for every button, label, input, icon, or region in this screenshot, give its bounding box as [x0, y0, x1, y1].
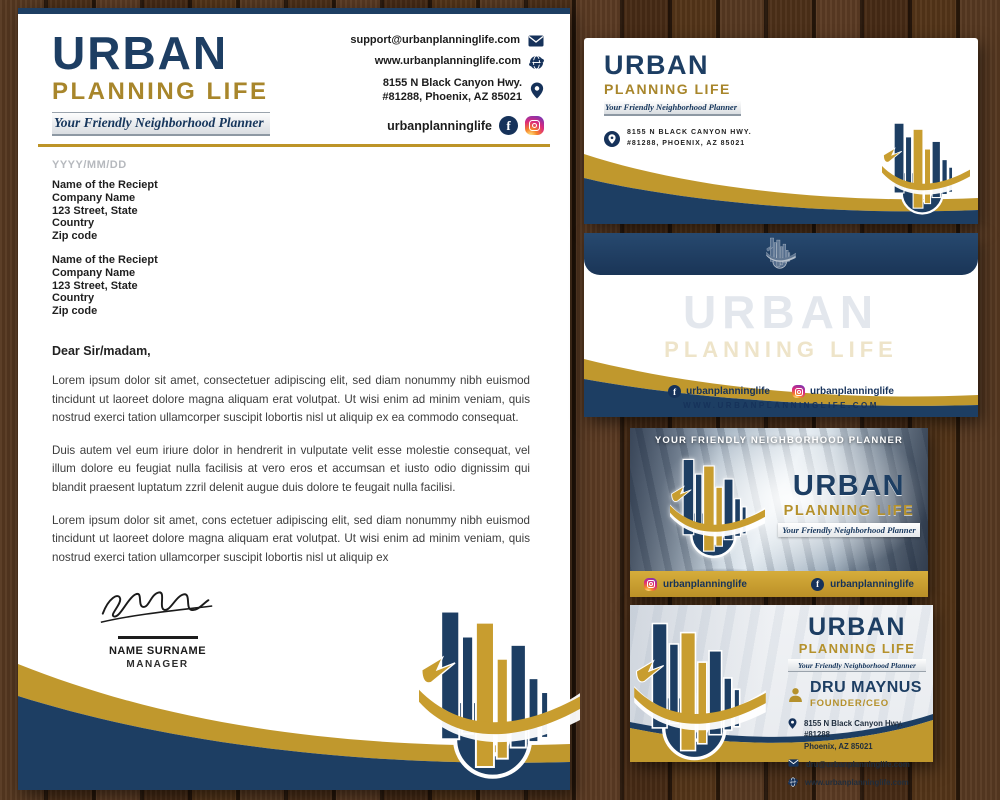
instagram-handle: urbanplanninglife — [792, 385, 894, 398]
social-handle: urbanplanninglife — [387, 118, 492, 133]
envelope-brand-block — [584, 38, 978, 116]
card-email: dru@urbanplanninglife.com — [806, 759, 910, 769]
paragraph-2: Duis autem vel eum iriure dolor in hendrerit in vulputate velit esse molestie consequat, vel illum dolore eu feugiat nulla facilisis at vero eros et accumsan et iusto odio dignissim qui blandit praesent luptatum zzril delenit augue duis dolore te feugait nulla facilisi. — [52, 443, 530, 494]
globe-icon — [529, 55, 544, 70]
contact-address: 8155 N Black Canyon Hwy. #81288, Phoenix, AZ 85021 — [382, 76, 522, 103]
company-logo-mark — [634, 619, 766, 771]
envelope-website: WWW.URBANPLANNINGLIFE.COM — [683, 401, 879, 410]
instagram-handle: urbanplanninglife — [644, 578, 747, 591]
envelope-icon — [528, 35, 544, 47]
envelope-address-row — [604, 128, 978, 149]
card-brand-block — [788, 615, 926, 672]
brand-tagline: Your Friendly Neighborhood Planner — [788, 659, 926, 672]
card-email-row — [788, 759, 926, 770]
brand-tagline: Your Friendly Neighborhood Planner — [778, 523, 920, 537]
facebook-handle: f urbanplanninglife — [668, 385, 770, 398]
facebook-handle: f urbanplanninglife — [811, 578, 914, 591]
contact-social-row — [350, 116, 544, 135]
card-address-row — [788, 718, 926, 752]
brand-subname: PLANNING LIFE — [783, 503, 915, 519]
card-website: www.urbanplanninglife.com — [805, 778, 909, 788]
brand-name: URBAN — [604, 50, 709, 80]
card-contact-rows — [788, 718, 926, 788]
brand-subname: PLANNING LIFE — [52, 78, 269, 105]
contact-email-row — [350, 34, 544, 48]
envelope-icon — [788, 759, 799, 767]
card-brand-block — [778, 472, 920, 537]
facebook-icon: f — [499, 116, 518, 135]
salutation: Dear Sir/madam, — [52, 343, 151, 358]
card-social-bar — [630, 571, 928, 597]
contact-address-row — [350, 77, 544, 105]
pin-icon — [530, 82, 544, 99]
brand-tagline: Your Friendly Neighborhood Planner — [604, 101, 741, 116]
business-card-back-mockup — [630, 605, 933, 788]
contact-website-row — [350, 55, 544, 70]
letterhead-header — [18, 14, 570, 136]
letter-body — [18, 147, 570, 670]
pin-icon — [788, 718, 797, 729]
card-address: 8155 N Black Canyon Hwy. #81288 Phoenix, AZ 85021 — [804, 719, 903, 751]
letterhead-contact-block — [350, 30, 544, 136]
brand-name: URBAN — [52, 27, 229, 79]
envelope-address: 8155 N BLACK CANYON HWY. #81288, PHOENIX, AZ 85021 — [627, 129, 752, 147]
envelope-flap — [584, 233, 978, 275]
date-placeholder: YYYY/MM/DD — [52, 159, 127, 171]
signatory-title: MANAGER — [126, 658, 189, 670]
person-icon — [788, 687, 803, 702]
watermark-brand-name: URBAN — [682, 286, 880, 338]
signature-block — [80, 581, 235, 670]
brand-name: URBAN — [792, 470, 906, 502]
signature-scribble — [95, 581, 220, 629]
paragraph-1: Lorem ipsum dolor sit amet, consectetuer adipiscing elit, sed diam nonummy nibh euismod tincidunt ut laoreet dolore magna aliquam erat volutpat. Ut wisi enim ad minim veniam, quis nostrud exerci tation ullamcorper suscipit lobortis nisl ut aliquip ex ea commodo consequat. — [52, 373, 530, 425]
recipient-block-1: Name of the Reciept Company Name 123 Street, State Country Zip code — [52, 179, 158, 243]
paragraph-3: Lorem ipsum dolor sit amet, cons ectetuer adipiscing elit, sed diam nonummy nibh euismod tincidunt ut laoreet dolore magna aliquam erat volutpat. Ut wisi enim ad minim veniam, quis nostrud exerci tation ullamcorper suscipit lobortis nisl ut aliquip ex — [52, 513, 530, 564]
pin-icon — [604, 131, 620, 147]
person-row — [788, 680, 926, 709]
brand-subname: PLANNING LIFE — [798, 641, 916, 656]
brand-tagline: Your Friendly Neighborhood Planner — [52, 112, 270, 136]
watermark-brand-subname: PLANNING LIFE — [664, 337, 898, 362]
letterhead-mockup — [18, 8, 570, 790]
company-logo-mark — [670, 456, 765, 566]
recipient-block-2: Name of the Reciept Company Name 123 Street, State Country Zip code — [52, 253, 158, 318]
envelope-social-row — [584, 385, 978, 398]
card-banner: YOUR FRIENDLY NEIGHBORHOOD PLANNER — [654, 435, 904, 446]
instagram-icon — [525, 116, 544, 135]
contact-email: support@urbanplanninglife.com — [350, 34, 520, 46]
facebook-icon: f — [811, 578, 824, 591]
brand-name: URBAN — [808, 613, 906, 641]
card-details-column — [788, 615, 926, 795]
flap-watermark-logo — [766, 237, 796, 271]
person-title: FOUNDER/CEO — [810, 698, 889, 709]
globe-icon — [788, 777, 798, 787]
envelope-front-mockup — [584, 38, 978, 224]
card-website-row — [788, 777, 926, 788]
instagram-icon — [792, 385, 805, 398]
business-card-front-mockup — [630, 428, 928, 597]
person-name: DRU MAYNUS — [810, 679, 922, 696]
instagram-icon — [644, 578, 657, 591]
contact-website: www.urbanplanninglife.com — [374, 55, 521, 68]
signature-divider — [118, 636, 198, 639]
brand-logo-block — [52, 27, 270, 136]
facebook-icon: f — [668, 385, 681, 398]
brand-subname: PLANNING LIFE — [604, 81, 731, 97]
signatory-name: NAME SURNAME — [108, 644, 207, 657]
envelope-back-mockup — [584, 233, 978, 417]
person-identity — [810, 680, 922, 709]
